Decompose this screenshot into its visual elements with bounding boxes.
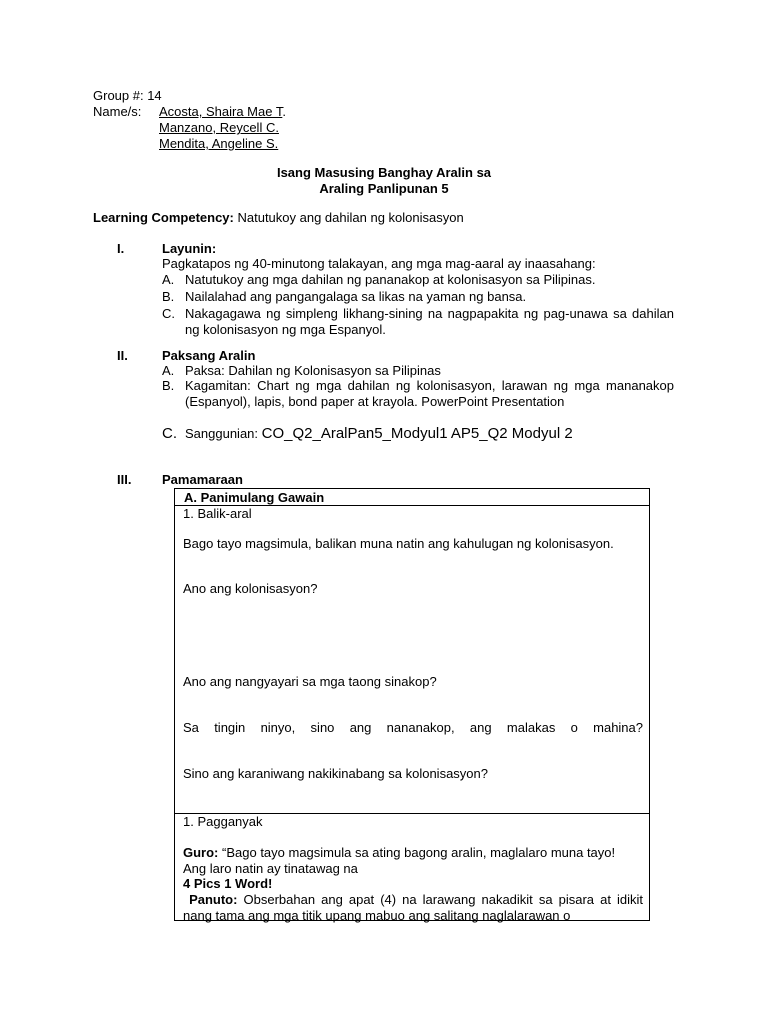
balik-aral-question-4: Sino ang karaniwang nakikinabang sa kolonisasyon? [183,766,488,781]
objective-a-text: Natutukoy ang mga dahilan ng pananakop at kolonisasyon sa Pilipinas. [185,272,596,287]
section-3-title: Pamamaraan [162,472,243,487]
doc-title-line-1: Isang Masusing Banghay Aralin sa [276,165,492,180]
learning-competency [93,210,464,226]
balik-aral-question-3: Sa tingin ninyo, sino ang nananakop, ang malakas o mahina? [183,720,643,735]
balik-aral-title: 1. Balik-aral [183,506,252,521]
material-a-letter: A. [162,363,175,378]
name-1-suffix: . [282,104,286,119]
balik-aral-question-1: Ano ang kolonisasyon? [183,581,318,596]
section-2-number: II. [117,348,128,363]
section-3-number: III. [117,472,132,487]
objective-b-letter: B. [162,289,175,304]
sanggunian-text: CO_Q2_AralPan5_Modyul1 AP5_Q2 Modyul 2 [261,425,573,442]
name-2: Manzano, Reycell C. [159,120,279,135]
pagganyak-title: 1. Pagganyak [183,814,263,829]
balik-aral-intro: Bago tayo magsimula, balikan muna natin ang kahulugan ng kolonisasyon. [183,536,614,551]
balik-aral-question-2: Ano ang nangyayari sa mga taong sinakop? [183,674,437,689]
material-a-text: Paksa: Dahilan ng Kolonisasyon sa Pilipinas [185,363,441,378]
material-c-letter: C. [162,425,177,442]
material-b-letter: B. [162,378,175,393]
competency-label: Learning Competency: [93,210,234,225]
objective-b-text: Nailalahad ang pangangalaga sa likas na yaman ng bansa. [185,289,527,304]
group-number: Group #: 14 [93,88,162,103]
name-3: Mendita, Angeline S. [159,136,279,151]
procedure-table [174,488,650,921]
section-1-title: Layunin: [162,241,217,256]
pagganyak-panuto [183,892,643,924]
panuto-label: Panuto: [189,892,238,907]
guro-text: “Bago tayo magsimula sa ating bagong aralin, maglalaro muna tayo! Ang laro natin ay tinatawag na [183,845,616,876]
section-1-number: I. [117,241,125,256]
material-c-line [185,426,573,442]
name-1: Acosta, Shaira Mae T [159,104,283,119]
game-title: 4 Pics 1 Word! [183,876,273,891]
objective-c-letter: C. [162,306,175,321]
section-2-title: Paksang Aralin [162,348,256,363]
section-1-intro: Pagkatapos ng 40-minutong talakayan, ang mga mag-aaral ay inaasahang: [162,256,596,271]
panuto-text: Obserbahan ang apat (4) na larawang nakadikit sa pisara at idikit nang tama ang mga titik upang mabuo ang salitang naglalarawan o [183,892,643,923]
objective-a-letter: A. [162,272,175,287]
competency-text: Natutukoy ang dahilan ng kolonisasyon [237,210,464,225]
name-line-1 [159,104,286,120]
table-heading: A. Panimulang Gawain [184,490,325,505]
objective-c-text: Nakagagawa ng simpleng likhang-sining na nagpapakita ng pag-unawa sa dahilan ng kolonisasyon ng mga Espanyol. [185,306,674,337]
pagganyak-guro [183,845,623,877]
guro-label: Guro: [183,845,219,860]
doc-title-line-2: Araling Panlipunan 5 [319,181,449,196]
names-label: Name/s: [93,104,142,119]
material-b-text: Kagamitan: Chart ng mga dahilan ng kolonisasyon, larawan ng mga mananakop (Espanyol), lapis, bond paper at krayola. PowerPoint Presentation [185,378,674,409]
sanggunian-label: Sanggunian: [185,426,259,441]
